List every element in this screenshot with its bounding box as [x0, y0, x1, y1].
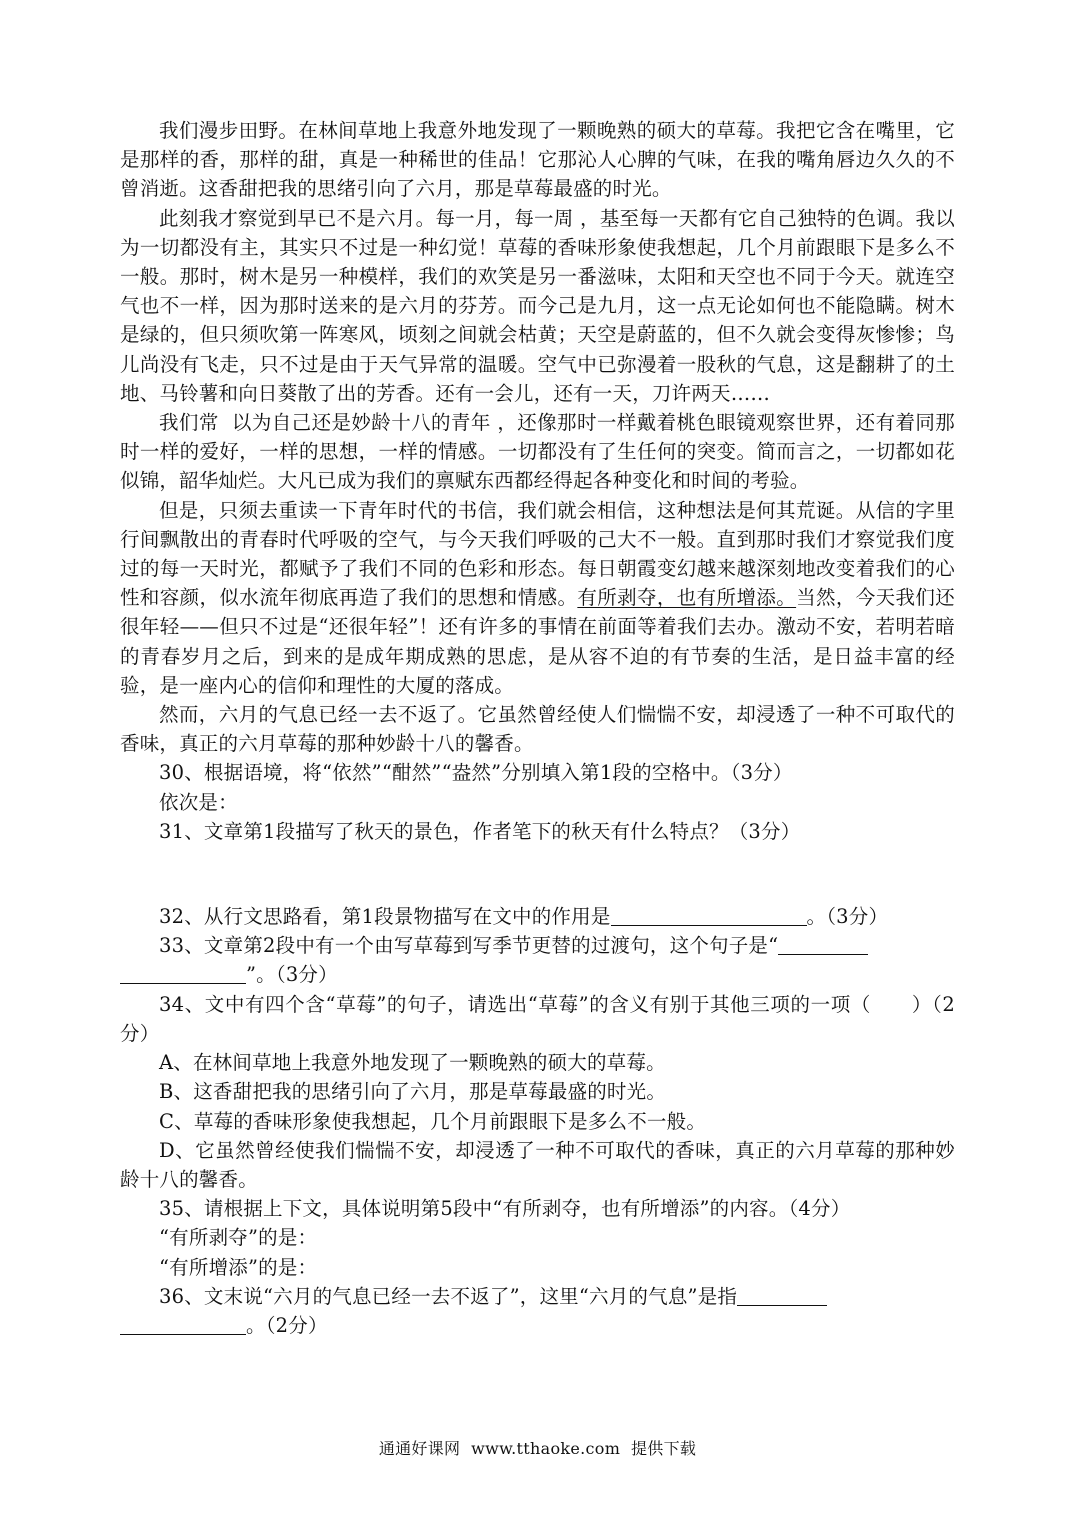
answer-blank[interactable]	[778, 935, 868, 956]
question-33-text: 33、文章第2段中有一个由写草莓到写季节更替的过渡句，这个句子是“	[159, 934, 779, 958]
question-35: 35、请根据上下文，具体说明第5段中“有所剥夺，也有所增添”的内容。（4分）	[159, 1197, 851, 1221]
question-32	[120, 902, 955, 931]
paragraph-4-text-a: 但是，只须去重读一下青年时代的书信，我们就会相信，这种想法是何其荒诞。从信的字里行间飘散出的青春时代呼吸的空气，与今天我们呼吸的己大不一般。直到那时我们才察觉我们度过的每一天时光，都赋予了我们不同的色彩和形态。每日朝霞变幻越来越深刻地改变着我们的心性和容颜，似水流年彻底再造了我们的思想和情感。	[120, 498, 955, 610]
question-36	[120, 1282, 955, 1311]
question-36-text: 36、文末说“六月的气息已经一去不返了”，这里“六月的气息”是指	[159, 1284, 738, 1308]
question-31: 31、文章第1段描写了秋天的景色，作者笔下的秋天有什么特点？（3分）	[159, 819, 801, 843]
question-35-label-a: “有所剥夺”的是：	[159, 1226, 318, 1250]
question-34-option-d: D、它虽然曾经使我们惴惴不安，却浸透了一种不可取代的香味，真正的六月草莓的那种妙龄十八的馨香。	[120, 1138, 955, 1191]
answer-blank[interactable]	[120, 1314, 246, 1335]
paragraph-1: 我们漫步田野。在林间草地上我意外地发现了一颗晚熟的硕大的草莓。我把它含在嘴里，它是那样的香，那样的甜，真是一种稀世的佳品！它那沁人心脾的气味，在我的嘴角唇边久久的不曾消逝。这香甜把我的思绪引向了六月，那是草莓最盛的时光。	[120, 119, 955, 201]
answer-blank[interactable]	[611, 906, 807, 927]
question-35-label-b: “有所增添”的是：	[159, 1255, 318, 1279]
page-footer: 通通好课网 www.tthaoke.com 提供下载	[378, 1439, 697, 1458]
document-body	[120, 116, 955, 1340]
question-32-points: 。（3分）	[806, 905, 889, 929]
question-34-option-c: C、草莓的香味形象使我想起，几个月前跟眼下是多么不一般。	[159, 1109, 707, 1133]
question-30-answer-label: 依次是：	[159, 790, 238, 814]
answer-blank[interactable]	[120, 964, 246, 985]
underlined-phrase: 有所剥夺，也有所增添。	[577, 586, 797, 610]
paragraph-4-text-b: 当然，今天我们还很年轻——但只不过是“还很年轻”！还有许多的事情在前面等着我们去办。激动不安，若明若暗的青春岁月之后，到来的是成年期成熟的思虑，是从容不迫的有节奏的生活，是日益丰富的经验，是一座内心的信仰和理性的大厦的落成。	[120, 586, 955, 697]
question-36-points: 。（2分）	[246, 1313, 328, 1337]
question-32-text: 32、从行文思路看，第1段景物描写在文中的作用是	[159, 905, 611, 929]
answer-space	[120, 846, 955, 902]
paragraph-4	[120, 496, 955, 700]
paragraph-2: 此刻我才察觉到早已不是六月。每一月，每一周 ，基至每一天都有它自己独特的色调。我以为一切都没有主，其实只不过是一种幻觉！草莓的香味形象使我想起，几个月前跟眼下是多么不一般。那时，树木是另一种模样，我们的欢笑是另一番滋味，太阳和天空也不同于今天。就连空气也不一样，因为那时送来的是六月的芬芳。而今己是九月，这一点无论如何也不能隐瞒。树木是绿的，但只须吹第一阵寒风，顷刻之间就会枯黄；天空是蔚蓝的，但不久就会变得灰惨惨；鸟儿尚没有飞走，只不过是由于天气异常的温暖。空气中已弥漫着一股秋的气息，这是翻耕了的土地、马铃薯和向日葵散了出的芳香。还有一会儿，还有一天，刀许两天……	[120, 206, 955, 405]
question-33-continued	[120, 960, 955, 989]
question-33	[120, 931, 955, 960]
paragraph-5: 然而，六月的气息已经一去不返了。它虽然曾经使人们惴惴不安，却浸透了一种不可取代的香味，真正的六月草莓的那种妙龄十八的馨香。	[120, 703, 955, 756]
question-33-points: ”。（3分）	[246, 963, 338, 987]
question-36-continued	[120, 1311, 955, 1340]
question-30: 30、根据语境，将“依然”“酣然”“盎然”分别填入第1段的空格中。（3分）	[159, 761, 793, 785]
paragraph-3: 我们常 以为自己还是妙龄十八的青年 ，还像那时一样戴着桃色眼镜观察世界，还有着同那时一样的爱好，一样的思想，一样的情感。一切都没有了生任何的突变。简而言之，一切都如花似锦，韶华灿烂。大凡已成为我们的禀赋东西都经得起各种变化和时间的考验。	[120, 411, 955, 493]
question-34-option-a: A、在林间草地上我意外地发现了一颗晚熟的硕大的草莓。	[159, 1051, 666, 1075]
question-34: 34、文中有四个含“草莓”的句子，请选出“草莓”的含义有别于其他三项的一项（ ）（2分）	[120, 992, 955, 1045]
question-34-option-b: B、这香甜把我的思绪引向了六月，那是草莓最盛的时光。	[159, 1080, 667, 1104]
answer-blank[interactable]	[737, 1285, 827, 1306]
